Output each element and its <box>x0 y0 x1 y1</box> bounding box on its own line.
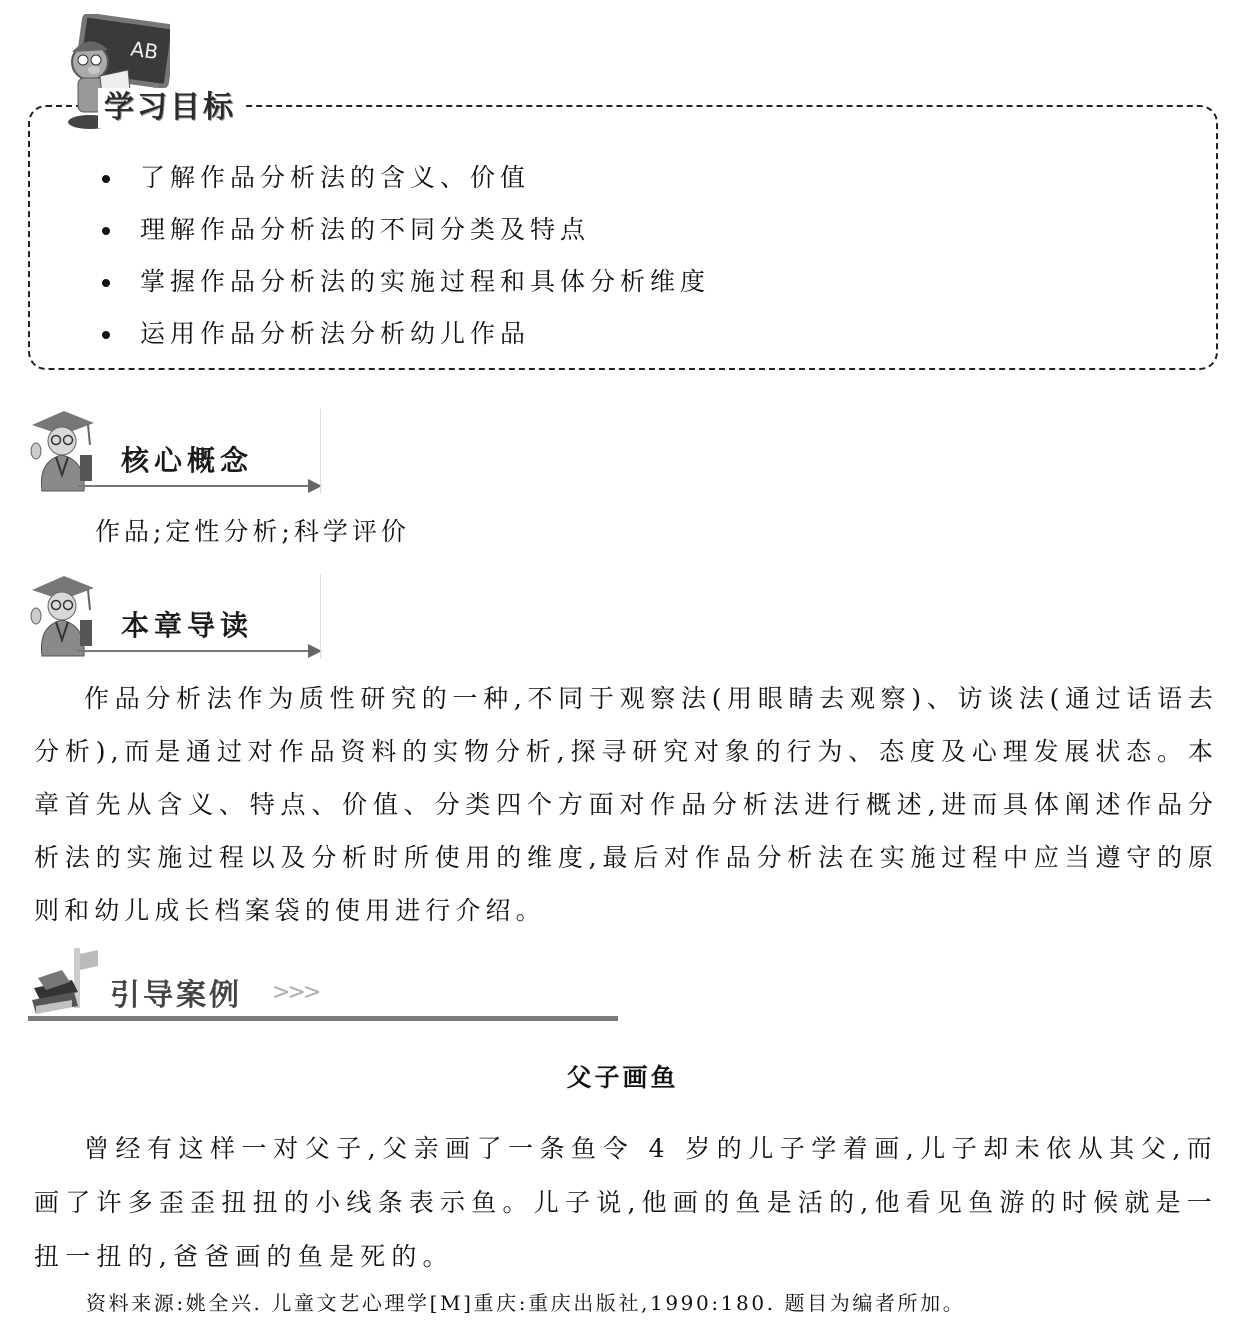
chapter-guide-paragraph: 作品分析法作为质性研究的一种,不同于观察法(用眼睛去观察)、访谈法(通过话语去分析),而是通过对作品资料的实物分析,探寻研究对象的行为、态度及心理发展状态。本章首先从含义、特点、价值、分类四个方面对作品分析法进行概述,进而具体阐述作品分析法的实施过程以及分析时所使用的维度,最后对作品分析法在实施过程中应当遵守的原则和幼儿成长档案袋的使用进行介绍。 <box>34 684 1218 925</box>
objective-item: 掌握作品分析法的实施过程和具体分析维度 <box>100 262 710 314</box>
divider <box>320 574 321 659</box>
books-icon <box>28 948 106 1020</box>
learning-objectives-title: 学习目标 <box>98 88 242 128</box>
scholar-graduate-icon <box>28 405 98 495</box>
divider-bar <box>28 1016 618 1021</box>
bullet-icon <box>102 175 110 183</box>
guide-case-header <box>28 940 618 1025</box>
objective-item: 了解作品分析法的含义、价值 <box>100 158 710 210</box>
learning-objectives-list <box>100 158 710 366</box>
bullet-icon <box>102 227 110 235</box>
svg-text:AB: AB <box>129 36 160 65</box>
bullet-icon <box>102 331 110 339</box>
case-title: 父子画鱼 <box>566 1063 679 1092</box>
case-source: 资料来源:姚全兴. 儿童文艺心理学[M]重庆:重庆出版社,1990:180. 题目为编者所加。 <box>86 1291 966 1315</box>
case-body: 曾经有这样一对父子,父亲画了一条鱼令 4 岁的儿子学着画,儿子却未依从其父,而画了许多歪歪扭扭的小线条表示鱼。儿子说,他画的鱼是活的,他看见鱼游的时候就是一扭一扭的,爸爸画的鱼是死的。 <box>34 1134 1218 1271</box>
scholar-graduate-icon <box>28 570 98 660</box>
chapter-guide-header <box>28 570 328 665</box>
arrow-line <box>78 485 310 487</box>
arrow-line <box>78 650 310 652</box>
core-concepts-title: 核心概念 <box>121 444 254 477</box>
guide-case-title: 引导案例 <box>110 978 242 1013</box>
bullet-icon <box>102 279 110 287</box>
core-concepts-text: 作品;定性分析;科学评价 <box>95 517 410 546</box>
divider <box>320 409 321 494</box>
chapter-guide-title: 本章导读 <box>121 609 254 642</box>
core-concepts-header <box>28 405 328 500</box>
objective-item: 运用作品分析法分析幼儿作品 <box>100 314 710 366</box>
objective-item: 理解作品分析法的不同分类及特点 <box>100 210 710 262</box>
chevrons-icon: >>> <box>272 980 319 1005</box>
